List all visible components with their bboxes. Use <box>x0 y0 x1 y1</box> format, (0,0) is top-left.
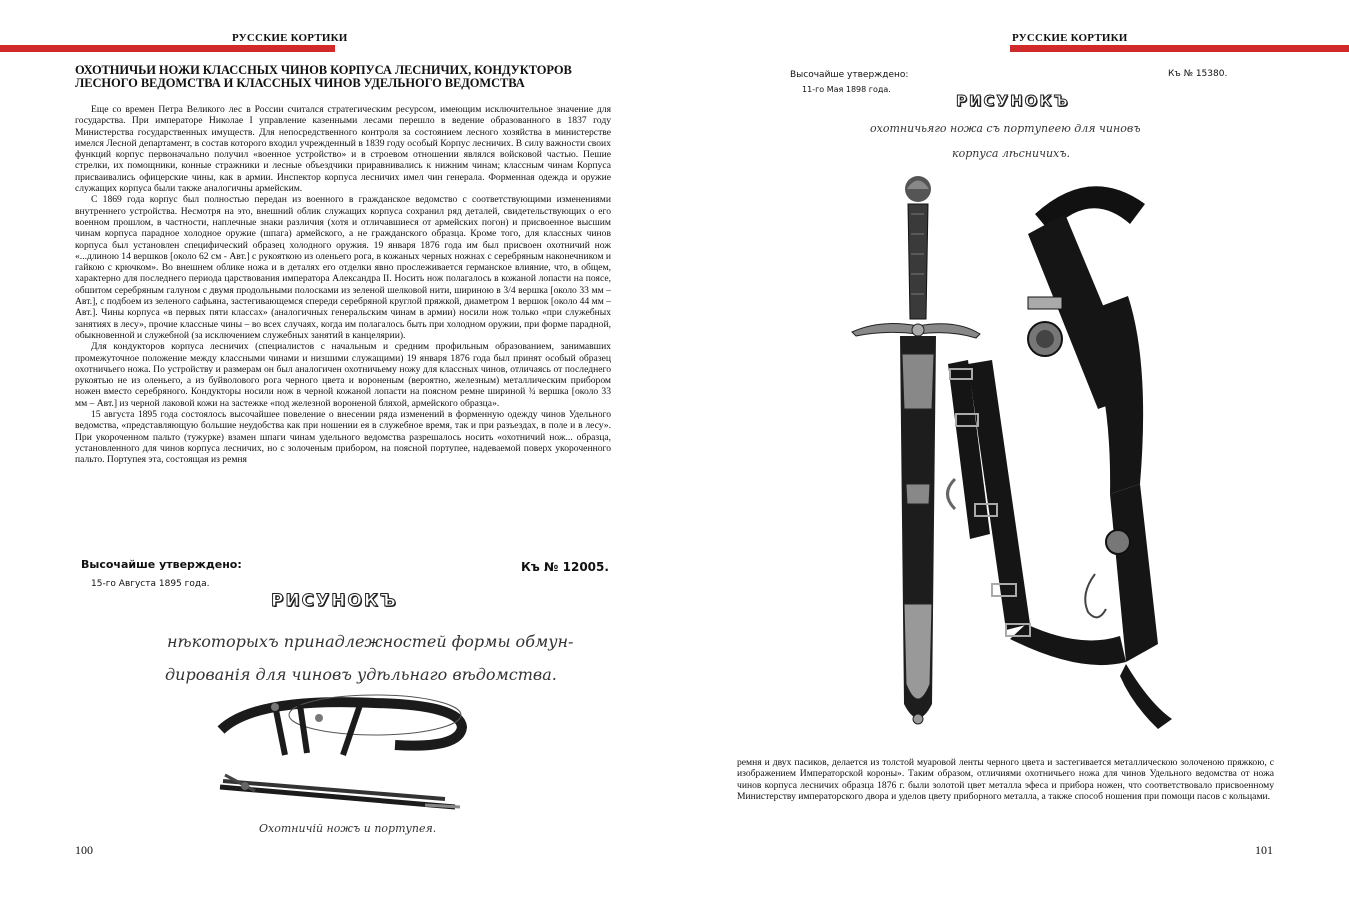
plate-subtitle-2: корпуса лѣсничихъ. <box>952 147 1071 160</box>
plate-heading: РИСУНОКЪ <box>271 591 398 611</box>
left-plate <box>75 555 620 840</box>
right-plate-illustration <box>780 64 1250 744</box>
plate-date: 11-го Мая 1898 года. <box>802 85 891 94</box>
left-red-bar <box>0 45 335 52</box>
plate-caption: Охотничій ножъ и портупея. <box>259 822 437 835</box>
plate-subtitle-1: охотничьяго ножа съ портупеею для чиновъ <box>870 122 1141 135</box>
plate-number: Къ № 15380. <box>1168 69 1228 79</box>
plate-approved: Высочайше утверждено: <box>81 558 242 571</box>
right-running-head: РУССКИЕ КОРТИКИ <box>1012 32 1128 44</box>
left-plate-illustration <box>75 555 620 840</box>
plate-date: 15-го Августа 1895 года. <box>91 579 210 589</box>
right-plate <box>780 64 1250 744</box>
right-body-text <box>737 757 1274 802</box>
right-red-bar <box>1010 45 1349 52</box>
right-paragraph: ремня и двух пасиков, делается из толстой муаровой ленты черного цвета и застегивается металлическою золоченою пряжкою, с изображением Императорской короны». Таким образом, отличиями охотничьего ножа для чинов Удельного ведомства от ножа чинов корпуса лесничих образца 1876 г. были золотой цвет металла эфеса и прибора ножен, что соответствовало присвоенному Министерству императорского двора и уделов цвету приборного металла, а также способ ношения при помощи пасов с кольцами. <box>737 757 1274 802</box>
paragraph-1: Еще со времен Петра Великого лес в России считался стратегическим ресурсом, имеющим исключительное значение для государства. При императоре Николае I управление казенными лесами перешло в ведение образованного в 1837 году Министерства государственных имуществ. Для непосредственного контроля за состоянием лесного хозяйства в министерстве имелся Лесной департамент, в состав которого входил учрежденный в 1839 году особый Корпус лесничих. В силу важности своих функций корпус первоначально получил «военное устройство» и в строевом отношении являлся войсковой частью. Пешие стрелки, их помощники, конные стражники и лесные объездчики приравнивались к нижним чинам; классным чинам Корпуса присваивались офицерские чины, как в армии. Инспектор корпуса лесничих имел чин генерала. Форменная одежда и оружие служащих корпуса были также аналогичны армейским. <box>75 104 611 195</box>
plate-heading: РИСУНОКЪ <box>956 92 1070 110</box>
article-title: ОХОТНИЧЬИ НОЖИ КЛАССНЫХ ЧИНОВ КОРПУСА ЛЕСНИЧИХ, КОНДУКТОРОВ ЛЕСНОГО ВЕДОМСТВА И КЛАССНЫХ ЧИНОВ УДЕЛЬНОГО ВЕДОМСТВА <box>75 63 572 90</box>
paragraph-2: С 1869 года корпус был полностью передан из военного в гражданское ведомство с соответствующими изменениями внутреннего устройства. Несмотря на это, внешний облик служащих корпуса сохранил ряд деталей, свидетельствующих о его военном прошлом, в частности, наплечные знаки различия (хотя и отличавшиеся от армейских погон) и присвоенное высшим чинам корпуса парадное холодное оружие (шпага) армейского, а не гражданского образца. Кроме того, для классных чинов корпуса был установлен специфический образец холодного оружия. 19 января 1876 года им был присвоен охотничий нож «...длиною 14 вершков [около 62 см - Авт.] с рукояткою из оленьего рога, в кожаных черных ножнах с серебряным наконечником и гайкою с крючком». Во внешнем облике ножа и в деталях его отделки явно прослеживается германское влияние, что, в общем, характерно для последнего периода царствования императора Александра II. Носить нож полагалось в кожаной лопасти на поясе, обшитом серебряным галуном с двумя продольными полосками из зеленой шелковой нити, шириною в 3/4 вершка [около 33 мм – Авт.], с подбоем из зеленого сафьяна, застегивающемся спереди серебряной круглой пряжкой, диаметром 1 вершок [около 44 мм – Авт.]. Чины корпуса «в первых пяти классах» (аналогичных генеральским чинам в армии) носили нож только «при служебных занятиях в лесу», прочие классные чины – во всех случаях, когда им полагалось быть при холодном оружии, при форме парадной, обыкновенной и служебной (за исключением служебных занятий в канцелярии). <box>75 194 611 341</box>
plate-approved: Высочайше утверждено: <box>790 70 909 80</box>
paragraph-4: 15 августа 1895 года состоялось высочайшее повеление о внесении ряда изменений в форменную одежду чинов Удельного ведомства, «представляющую большие неудобства как при ношении ея в служебное время, так и при разъездах, в поле и в лесу». При укороченном пальто (тужурке) взамен шпаги чинам удельного ведомства разрешалось носить «охотничий нож... образца, установленного для чинов корпуса лесничих, но с золоченым прибором, на поясной портупее, надеваемой поверх укороченного пальто. Портупея эта, состоящая из ремня <box>75 409 611 466</box>
plate-subtitle-2: дированія для чиновъ удѣльнаго вѣдомства. <box>165 665 557 684</box>
plate-subtitle-1: нѣкоторыхъ принадлежностей формы обмун- <box>167 632 574 651</box>
left-running-head: РУССКИЕ КОРТИКИ <box>232 32 348 44</box>
left-body-text <box>75 104 611 542</box>
plate-number: Къ № 12005. <box>521 560 609 574</box>
right-page-number: 101 <box>1255 843 1273 857</box>
paragraph-3: Для кондукторов корпуса лесничих (специалистов с начальным и средним профильным образованием, занимавших промежуточное положение между классными чинами и низшими служащими) 19 января 1876 года был принят особый образец охотничьего ножа. По устройству и размерам он был аналогичен охотничьему ножу для классных чинов, отличаясь от последнего рукоятью не из оленьего, а из буйволового рога черного цвета и вороненым (вероятно, железным) металлическим прибором ножен вместо серебряного. Кондукторы носили нож в черной кожаной лопасти на поясном ремне шириной ¾ вершка [около 33 мм – Авт.] из черной лаковой кожи на застежке «под железной вороненой бляхой, армейского образца». <box>75 341 611 409</box>
left-page-number: 100 <box>75 843 93 857</box>
